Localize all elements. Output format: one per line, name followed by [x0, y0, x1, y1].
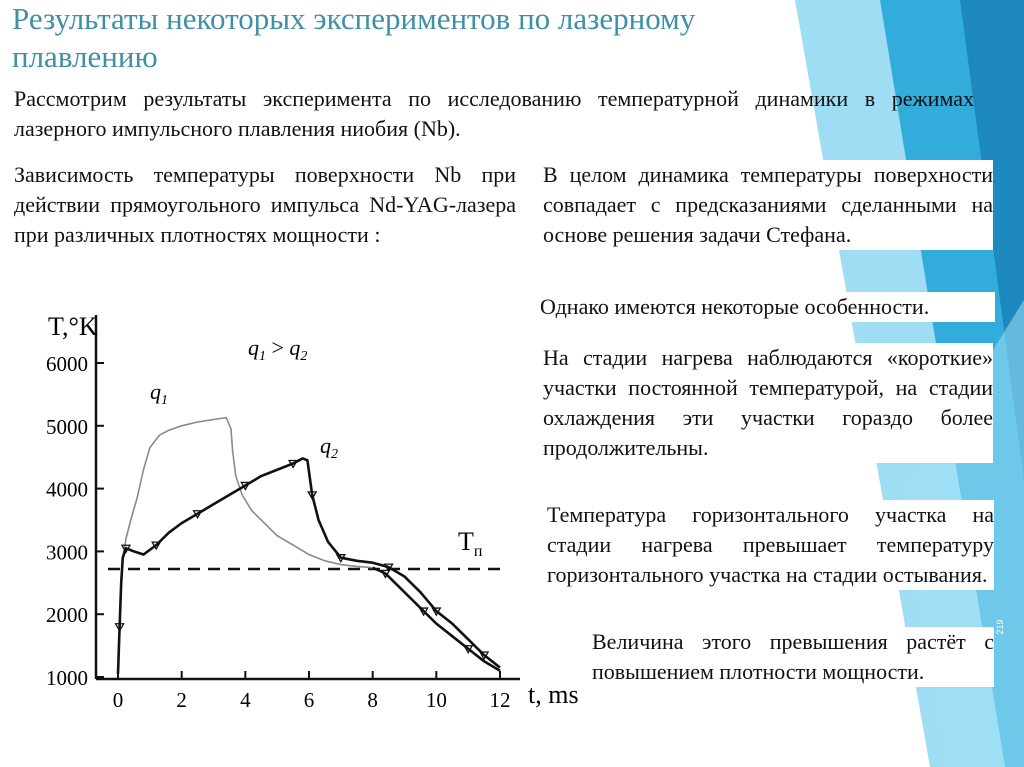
q2-sub: 2 — [331, 447, 338, 462]
q1-label: q — [150, 379, 161, 404]
series-line-q2 — [118, 458, 500, 673]
q1-sub: 1 — [161, 393, 168, 408]
melting-label-t: T — [458, 527, 474, 556]
y-tick-label: 6000 — [46, 352, 88, 376]
observation-2: Однако имеются некоторые особенности. — [540, 292, 995, 322]
observation-3: На стадии нагрева наблюдаются «короткие» участки постоянной температурой, на стадии охлаждения эти участки гораздо более продолжительны. — [543, 343, 993, 463]
y-tick-label: 4000 — [46, 477, 88, 502]
relation-label — [248, 335, 307, 364]
observation-1: В целом динамика температуры поверхности совпадает с предсказаниями сделанными на основе решения задачи Стефана. — [543, 160, 993, 250]
relation-q2: q — [289, 335, 301, 360]
series-layer — [116, 418, 500, 674]
slide-title: Результаты некоторых экспериментов по лазерному плавлению — [12, 1, 696, 74]
y-tick-label: 5000 — [46, 414, 88, 439]
series-label-q2 — [320, 433, 338, 462]
y-tick-label: 2000 — [46, 603, 88, 628]
slide-number: 219 — [995, 619, 1005, 635]
series-label-q1 — [150, 379, 168, 408]
x-tick-label: 2 — [176, 688, 187, 712]
temperature-chart — [0, 295, 579, 735]
chart-caption: Зависимость температуры поверхности Nb при действии прямоугольного импульса Nd-YAG-лазера при различных плотностях мощности : — [14, 162, 516, 247]
relation-sub1: 1 — [259, 349, 266, 364]
series-line-q1-cooling — [373, 568, 500, 671]
observation-5: Величина этого превышения растёт с повышением плотности мощности. — [592, 627, 994, 687]
chart-axes — [96, 315, 520, 679]
x-tick-label: 4 — [240, 688, 251, 712]
relation-sub2: 2 — [300, 349, 308, 364]
observation-4: Температура горизонтального участка на стадии нагрева превышает температуру горизонтального участка на стадии остывания. — [547, 500, 994, 590]
y-axis-label: T,°K — [48, 312, 98, 341]
x-tick-label: 10 — [425, 688, 447, 712]
y-tick-label: 1000 — [46, 666, 88, 690]
x-axis-label: t, ms — [528, 680, 579, 709]
x-tick-label: 12 — [489, 688, 511, 712]
relation-sep: > — [266, 335, 290, 360]
relation-q1: q — [248, 335, 259, 360]
melting-label-sub: п — [473, 543, 483, 560]
y-tick-label: 3000 — [46, 540, 88, 565]
q2-label: q — [320, 433, 331, 458]
x-ticks — [113, 671, 511, 712]
intro-paragraph: Рассмотрим результаты эксперимента по исследованию температурной динамики в режимах лазерного импульсного плавления ниобия (Nb). — [14, 86, 974, 141]
melting-label — [458, 527, 483, 560]
x-tick-label: 8 — [367, 688, 378, 712]
x-tick-label: 0 — [112, 688, 124, 712]
x-tick-label: 6 — [303, 688, 315, 712]
